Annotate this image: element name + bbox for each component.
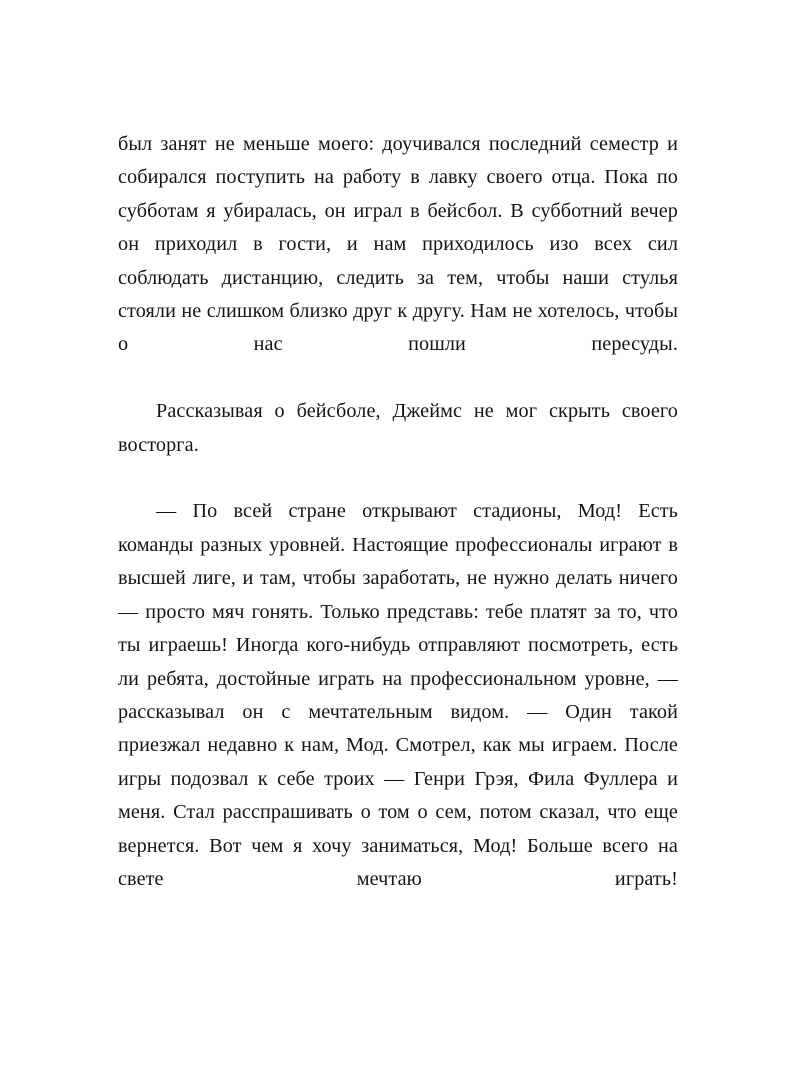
paragraph-dialogue-james: — По всей стране открывают стадионы, Мод! Есть команды разных уровней. Настоящие профессионалы играют в высшей лиге, и там, чтобы заработать, не нужно делать ничего — просто мяч гонять. Только представь: тебе платят за то, что ты играешь! Иногда кого-нибудь отправляют посмотреть, есть ли ребята, достойные играть на профессиональном уровне, — рассказывал он с мечтательным видом. — Один такой приезжал недавно к нам, Мод. Смотрел, как мы играем. После игры подозвал к себе троих — Генри Грэя, Фила Фуллера и меня. Стал расспрашивать о том о сем, потом сказал, что еще вернется. Вот чем я хочу заниматься, Мод! Больше всего на свете мечтаю играть! — [118, 500, 678, 890]
paragraph-baseball-delight: Рассказывая о бейсболе, Джеймс не мог скрыть своего восторга. — [118, 400, 678, 456]
body-text-column — [118, 128, 678, 930]
paragraph-continuation: был занят не меньше моего: доучивался последний семестр и собирался поступить на работу в лавку своего отца. Пока по субботам я убиралась, он играл в бейсбол. В субботний вечер он приходил в гости, и нам приходилось изо всех сил соблюдать дистанцию, следить за тем, чтобы наши стулья стояли не слишком близко друг к другу. Нам не хотелось, чтобы о нас пошли пересуды. — [118, 133, 678, 356]
